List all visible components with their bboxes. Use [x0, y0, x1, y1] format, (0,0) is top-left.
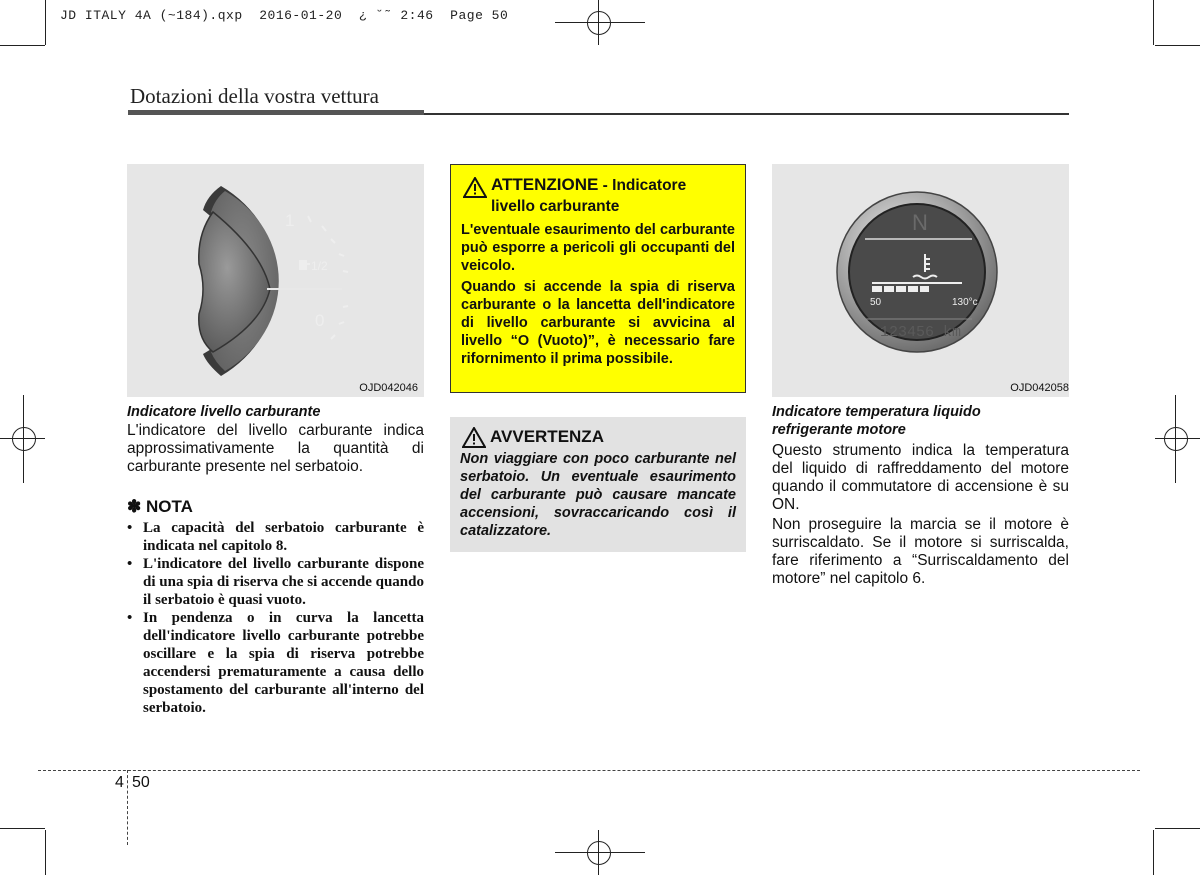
crop-mark — [1155, 45, 1200, 46]
footer-rule — [38, 770, 1140, 771]
temperature-gauge-illustration — [772, 164, 1069, 397]
temperature-max-label: 130°c — [952, 297, 978, 308]
gauge-label-full: 1 — [285, 211, 295, 230]
crop-mark — [45, 0, 46, 45]
body-paragraph: Non proseguire la marcia se il motore è surriscaldato. Se il motore si surriscalda, fare riferimento a “Surriscaldamento del motore” nel capitolo 6. — [772, 516, 1069, 587]
figure-caption: Indicatore livello carburante — [127, 404, 321, 420]
temperature-gauge-figure — [772, 164, 1069, 397]
temperature-bar — [872, 286, 929, 292]
avvertenza-paragraph: Non viaggiare con poco carburante nel serbatoio. Un eventuale esaurimento del carburante può causare mancate accensioni, sovraccaricando così il catalizzatore. — [460, 451, 736, 539]
print-header: JD ITALY 4A (~184).qxp 2016-01-20 ¿ ˘˜ 2:46 Page 50 — [60, 8, 509, 23]
crop-mark — [1155, 828, 1200, 829]
section-title: Dotazioni della vostra vettura — [130, 84, 379, 108]
figure-caption: Indicatore temperatura liquido refrigerante motore — [772, 404, 981, 438]
nota-list — [127, 519, 424, 717]
gear-indicator: N — [912, 210, 928, 235]
fuel-pump-icon — [299, 260, 310, 270]
fuel-gauge-figure — [127, 164, 424, 397]
body-paragraph: L'indicatore del livello carburante indica approssimativamente la quantità di carburante presente nel serbatoio. — [127, 422, 424, 475]
list-item: • La capacità del serbatoio carburante è indicata nel capitolo 8. — [127, 519, 424, 555]
crop-mark — [1153, 830, 1154, 875]
odometer-readout: 123456 km — [880, 324, 962, 341]
page-number: 50 — [132, 774, 150, 791]
crop-mark — [45, 830, 46, 875]
crop-mark — [0, 45, 45, 46]
attenzione-box — [450, 164, 746, 393]
title-rule — [424, 113, 1069, 115]
crop-mark — [1153, 0, 1154, 45]
fuel-gauge-illustration — [127, 164, 424, 397]
avvertenza-title: AVVERTENZA — [490, 427, 604, 446]
crop-mark — [0, 828, 45, 829]
chapter-number: 4 — [115, 774, 124, 791]
figure-code: OJD042058 — [1010, 382, 1069, 394]
attenzione-paragraph: L'eventuale esaurimento del carburante può esporre a pericoli gli occupanti del veicolo. — [461, 222, 735, 274]
list-item: • In pendenza o in curva la lancetta dell'indicatore livello carburante potrebbe oscillare e la spia di riserva potrebbe accendersi prematuramente a causa dello spostamento del carburante all'interno del serbatoio. — [127, 609, 424, 717]
gauge-label-half: 1/2 — [311, 259, 328, 273]
warning-triangle-icon — [462, 427, 486, 448]
warning-triangle-icon — [463, 177, 487, 198]
attenzione-paragraph: Quando si accende la spia di riserva carburante o la lancetta dell'indicatore di livello carburante si avvicina al livello “O (Vuoto)”, è necessario fare rifornimento il prima possibile. — [461, 279, 735, 367]
figure-code: OJD042046 — [359, 382, 418, 394]
body-paragraph: Questo strumento indica la temperatura del liquido di raffreddamento del motore quando il commutatore di accensione è su ON. — [772, 442, 1069, 513]
avvertenza-box — [450, 417, 746, 552]
list-item: • L'indicatore del livello carburante dispone di una spia di riserva che si accende quando il serbatoio è quasi vuoto. — [127, 555, 424, 609]
temperature-min-label: 50 — [870, 297, 882, 308]
attenzione-title: ATTENZIONE - Indicatore livello carburante — [491, 175, 687, 215]
title-rule — [128, 110, 424, 115]
nota-heading: ✽ NOTA — [127, 497, 193, 516]
footer-divider — [127, 770, 128, 845]
gauge-label-empty: 0 — [315, 311, 325, 330]
